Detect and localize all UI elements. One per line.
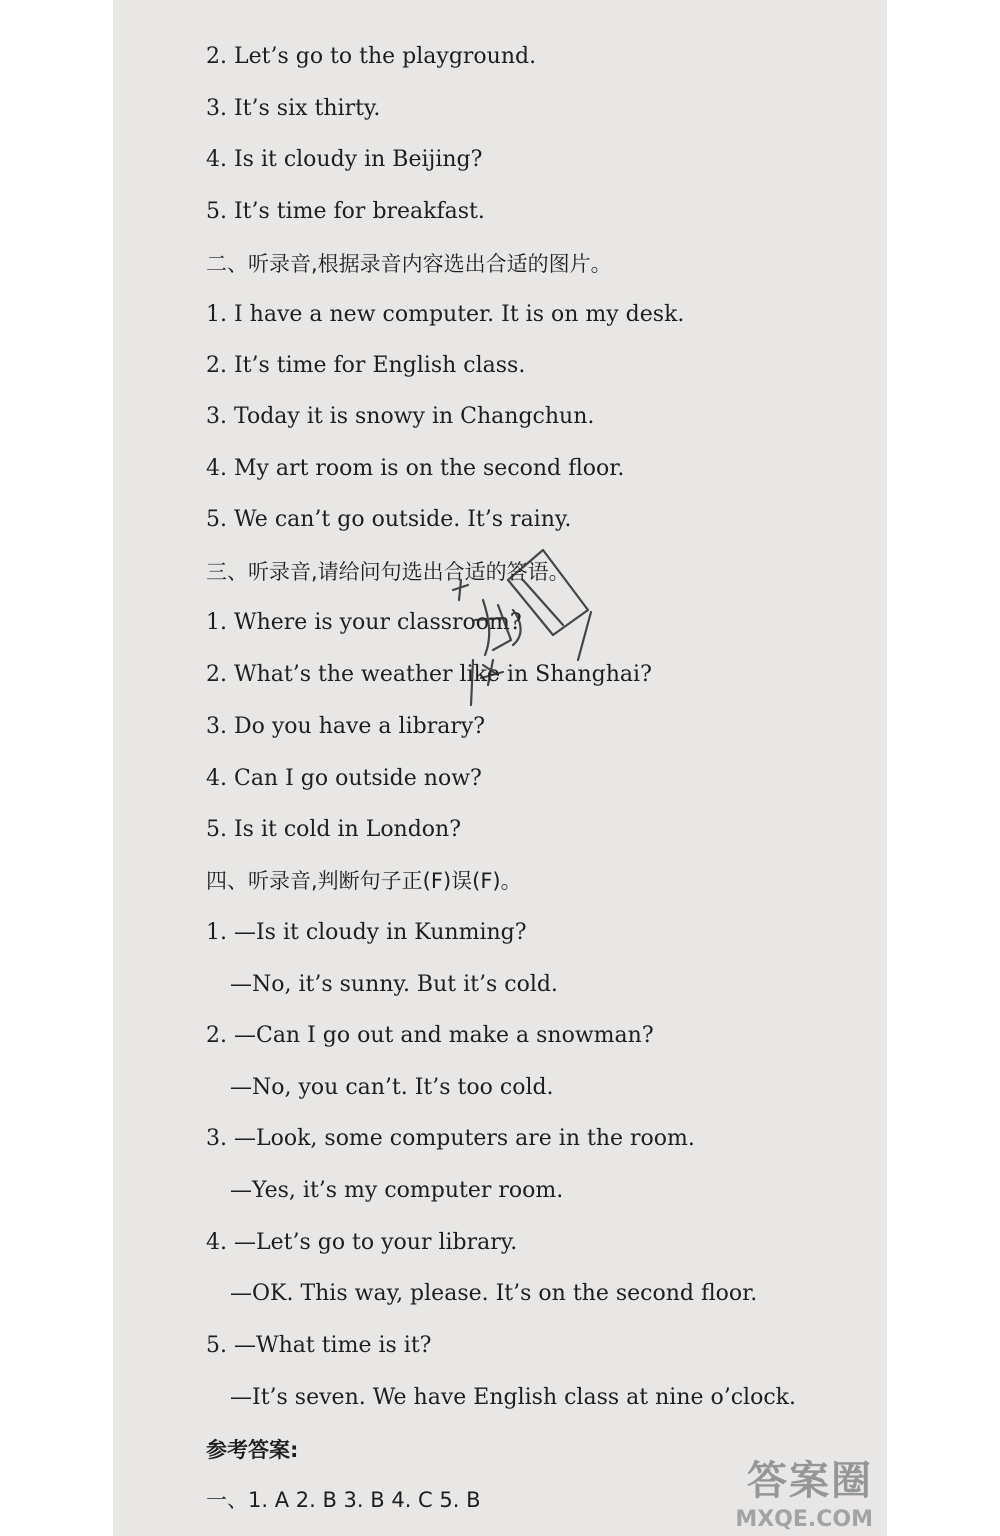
site-watermark xyxy=(707,1456,887,1536)
listening-line: 2. What’s the weather like in Shanghai? xyxy=(206,662,652,687)
section-heading-4: 四、听录音,判断句子正(F)误(F)。 xyxy=(206,869,522,893)
dialogue-line: 3. —Look, some computers are in the room. xyxy=(206,1126,695,1151)
listening-line: 5. We can’t go outside. It’s rainy. xyxy=(206,507,572,532)
dialogue-line: —No, you can’t. It’s too cold. xyxy=(230,1075,554,1100)
answer-key-heading: 参考答案: xyxy=(206,1438,299,1462)
dialogue-line: —Yes, it’s my computer room. xyxy=(230,1178,564,1203)
listening-line: 3. Today it is snowy in Changchun. xyxy=(206,404,595,429)
watermark-logo-text: 答案圈 xyxy=(747,1458,873,1504)
listening-line: 4. Is it cloudy in Beijing? xyxy=(206,147,483,172)
dialogue-line: 5. —What time is it? xyxy=(206,1333,432,1358)
listening-line: 1. I have a new computer. It is on my desk. xyxy=(206,302,685,327)
listening-line: 4. Can I go outside now? xyxy=(206,766,482,791)
listening-line: 2. Let’s go to the playground. xyxy=(206,44,537,69)
listening-line: 5. Is it cold in London? xyxy=(206,817,462,842)
listening-line: 4. My art room is on the second floor. xyxy=(206,456,625,481)
section-heading-2: 二、听录音,根据录音内容选出合适的图片。 xyxy=(206,252,612,276)
answer-key-line: 一、1. A 2. B 3. B 4. C 5. B xyxy=(206,1488,481,1512)
dialogue-line: 4. —Let’s go to your library. xyxy=(206,1230,518,1255)
listening-line: 2. It’s time for English class. xyxy=(206,353,526,378)
section-heading-3: 三、听录音,请给问句选出合适的答语。 xyxy=(206,560,570,584)
dialogue-line: —No, it’s sunny. But it’s cold. xyxy=(230,972,558,997)
listening-line: 1. Where is your classroom? xyxy=(206,610,522,635)
handwritten-stamp-mark xyxy=(413,540,603,720)
dialogue-line: 1. —Is it cloudy in Kunming? xyxy=(206,920,527,945)
watermark-url: MXQE.COM xyxy=(735,1507,873,1532)
scanned-page xyxy=(113,0,887,1536)
dialogue-line: —OK. This way, please. It’s on the second floor. xyxy=(230,1281,758,1306)
listening-line: 5. It’s time for breakfast. xyxy=(206,199,485,224)
dialogue-line: —It’s seven. We have English class at nine o’clock. xyxy=(230,1385,796,1410)
listening-line: 3. It’s six thirty. xyxy=(206,96,381,121)
dialogue-line: 2. —Can I go out and make a snowman? xyxy=(206,1023,654,1048)
listening-line: 3. Do you have a library? xyxy=(206,714,486,739)
